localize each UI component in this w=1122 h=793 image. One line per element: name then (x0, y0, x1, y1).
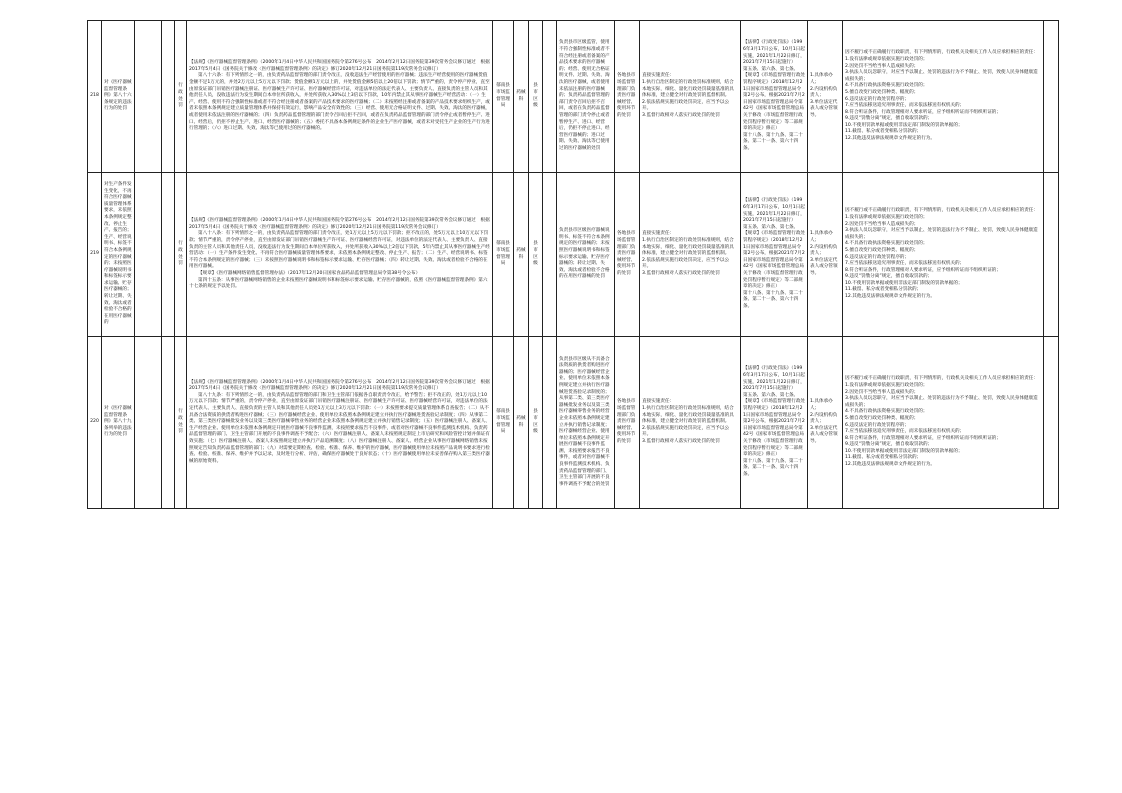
responsibility-subject: 负责县市区级从不具备合法资质的供货者购进医疗器械的；医疗器械经营企业、使用单位未依照本条例规定建立并执行医疗器械进货查验记录制度的；从事第二类、第三类医疗器械批发业务以及第三类医疗器械零售业务的经营企业未依照本条例规定建立并执行销售记录制度；医疗器械经营企业、使用单位未依照本条例规定开展医疗器械不良事件监测，未按照要求报告不良事件，或者对医疗器械不良事件监测技术机构、负责药品监督管理的部门、卫生主管部门开展的不良事件调查不予配合的处罚 (557, 337, 615, 509)
accountable-persons: 1.具体承办人； 2.内设机构负责人； 3.单位法定代表人或分管领导。 (808, 21, 843, 173)
empty-cell (135, 337, 162, 509)
item-number: 218 (88, 21, 102, 173)
basis-paragraph: 【法规】《医疗器械监督管理条例》（2000年1月4日中华人民共和国国务院令第276号公布 2014年2月12日国务院第39次常务会议修订通过 根据2017年5月4日《国务院关于修改〈医疗器械监督管理条例〉的决定》修订2020年12月21日国务院第119次常务会议修订） (189, 60, 490, 72)
accountability-situations: 因不履行或不正确履行行政职责，有下列情形的，行政机关及相关工作人员应承担相应的责任： 1.没有法律或规章依据实施行政处罚的； 2.因处罚不当给当事人造成损失的； 3.执法人员玩忽职守，对应当予以制止、处罚的违法行为不予制止、处罚，致使人民身体健康造成损失的； 4.不具备行政执法资格实施行政处罚的； 5.擅自改变行政处罚种类、幅度的； 6.违反法定的行政处罚程序的； 7.应当依法移送追究刑事责任，而未依法移送有权机关的； 8.符合听证条件，行政管理相对人要求听证，应予组织听证而不组织听证的； 9.违反“罚缴分离”规定，擅自收取罚款的； 10.不使用罚款单据或使用非法定部门制发的罚款单据的； 11.截留、私分或者变相私分罚款的； 12.其他违反法律法规规章文件规定的行为。 (843, 21, 1044, 173)
implementing-agency: 郁南县市场监督管理局 (493, 21, 514, 173)
empty-cell (162, 173, 175, 337)
table-row (88, 21, 1059, 173)
legal-basis (187, 337, 493, 509)
basis-paragraph: 第八十六条：有下列情形之一的，由负责药品监督管理的部门责令改正，没收违法生产经营使用的医疗器械；违法生产经营使用的医疗器械货值金额不足1万元的，并处2万元以上5万元以下罚款；货值金额1万元以上的，并处货值金额5倍以上20倍以下罚款；情节严重的，责令停产停业，直至由原发证部门吊销医疗器械注册证、医疗器械生产许可证、医疗器械经营许可证，对违法单位的法定代表人、主要负责人、直接负责的主管人员和其他责任人员，没收违法行为发生期间自本单位所获收入，并处所获收入30%以上3倍以下罚款，10年内禁止其从事医疗器械生产经营活动：（一）生产、经营、使用不符合强制性标准或者不符合经注册或者备案的产品技术要求的医疗器械；（二）未按照经注册或者备案的产品技术要求组织生产，或者未依照本条例规定建立质量管理体系并保持有效运行，影响产品安全有效性的；（三）经营、使用无合格证明文件、过期、失效、淘汰的医疗器械，或者使用未依法注册的医疗器械的；（四）负责药品监督管理的部门责令召回后拒不召回，或者在负责药品监督管理的部门责令停止或者暂停生产、进口、经营后，仍拒不停止生产、进口、经营医疗器械的；（五）委托不具备本条例规定条件的企业生产医疗器械，或者未对受托生产企业的生产行为进行管理的；（六）进口过期、失效、淘汰等已使用过的医疗器械的。 (189, 73, 490, 132)
accountability-situations: 因不履行或不正确履行行政职责，有下列情形的，行政机关及相关工作人员应承担相应的责任： 1.没有法律或规章依据实施行政处罚的； 2.因处罚不当给当事人造成损失的； 3.执法人员玩忽职守，对应当予以制止、处罚的违法行为不予制止、处罚，致使人民身体健康造成损失的； 4.不具备行政执法资格实施行政处罚的； 5.擅自改变行政处罚种类、幅度的； 6.违反法定的行政处罚程序的； 7.应当依法移送追究刑事责任，而未依法移送有权机关的； 8.符合听证条件，行政管理相对人要求听证，应予组织听证而不组织听证的； 9.违反“罚缴分离”规定，擅自收取罚款的； 10.不使用罚款单据或使用非法定部门制发的罚款单据的； 11.截留、私分或者变相私分罚款的； 12.其他违反法律法规规章文件规定的行为。 (843, 173, 1044, 337)
item-number: 219 (88, 173, 102, 337)
duty-items: 直接实施责任： 1.执行自治区制定的行政处罚标准规则，结合本地实际，细化、量化行政处罚裁量基准的具体标准，建立健全对行政处罚的监督机制。 2.依法依规实施行政处罚决定，应当予以公开。 3.监督行政相对人落实行政处罚的处罚 (640, 337, 741, 509)
item-category: 行政处罚 (175, 337, 187, 509)
table-row (88, 337, 1059, 509)
empty-cell (543, 337, 557, 509)
basis-paragraph: 第八十九条：有下列情形之一的，由负责药品监督管理的部门和卫生主管部门依据各自职责责令改正，给予警告；拒不改正的，处1万元以上10万元以下罚款；情节严重的，责令停产停业，直至由原发证部门吊销医疗器械注册证、医疗器械生产许可证、医疗器械经营许可证，对违法单位的法定代表人、主要负责人、直接负责的主管人员和其他责任人员处1万元以上3万元以下罚款：（一）未按照要求提交质量管理体系自查报告；（二）从不具备合法资质的供货者购进医疗器械；（三）医疗器械经营企业、使用单位未依照本条例规定建立并执行医疗器械进货查验记录制度；（四）从事第二类、第三类医疗器械批发业务以及第三类医疗器械零售业务的经营企业未依照本条例规定建立并执行销售记录制度；（五）医疗器械注册人、备案人、生产经营企业、使用单位未依照本条例规定开展医疗器械不良事件监测，未按照要求报告不良事件，或者对医疗器械不良事件监测技术机构、负责药品监督管理的部门、卫生主管部门开展的不良事件调查不予配合；（六）医疗器械注册人、备案人未按照规定制定上市后研究和风险管控计划并保证有效实施；（七）医疗器械注册人、备案人未按照规定建立并执行产品追溯制度；（八）医疗器械注册人、备案人、经营企业从事医疗器械网络销售未按照规定告知负责药品监督管理的部门；（九）对需要定期检查、检验、校准、保养、维护的医疗器械，医疗器械使用单位未按照产品说明书要求进行检查、检验、校准、保养、维护并予以记录，及时进行分析、评估，确保医疗器械处于良好状态；（十）医疗器械使用单位未妥善保存购入第三类医疗器械的原始资料。 (189, 392, 490, 464)
duty-items: 直接实施责任： 1.执行自治区制定的行政处罚标准规则，结合本地实际，细化、量化行政处罚裁量基准的具体标准，建立健全对行政处罚的监督机制。 2.依法依规实施行政处罚决定，应当予以公开。 3.监督行政相对人落实行政处罚的处罚 (640, 173, 741, 337)
duty-legal-basis: 【法律】《行政处罚法》（1996年3月17日公布，10月1日起实施，2021年1月22日修订，2021年7月15日起施行） 第五条、第六条、第七条。 【规章】《市场监督管理行政处罚程序规定》（2018年12月21日国家市场监督管理总局令第2号公布，根据2021年7月2日国家市场监督管理总局令第42号《国家市场监督管理总局关于修改〈市场监督管理行政处罚程序暂行规定〉等二部规章的决定》修正） 第十八条、第十九条、第二十条、第二十一条、第六十四条。 (741, 21, 808, 173)
basis-paragraph: 【法规】《医疗器械监督管理条例》（2000年1月4日中华人民共和国国务院令第276号公布 2014年2月12日国务院第39次常务会议修订通过 根据2017年5月4日《国务院关于修改〈医疗器械监督管理条例〉的决定》修订2020年12月21日国务院第119次常务会议修订） (189, 379, 490, 392)
item-category: 行政处罚 (175, 21, 187, 173)
item-name: 对生产条件发生变化，不再符合医疗器械质量管理体系要求，未依照本条例规定整改、停止生产、报告的；生产、经营说明书、标签不符合本条例规定的医疗器械的；未按照医疗器械说明书和标签标示要求运输、贮存医疗器械的；转让过期、失效、淘汰或者检验不合格的在用医疗器械的 (102, 173, 135, 337)
empty-cell (543, 173, 557, 337)
implementing-agency: 郁南县市场监督管理局 (493, 337, 514, 509)
implementing-agency: 郁南县市场监督管理局 (493, 173, 514, 337)
exercise-level: 县市区级 (529, 173, 543, 337)
empty-cell (162, 337, 175, 509)
basis-paragraph: 【规章】《医疗器械网络销售监督管理办法》（2017年12月20日国家食品药品监督管理总局令第38号令公布） (198, 270, 421, 276)
item-name: 对《医疗器械监督管理条例》第八十六条规定的违法行为的处罚 (102, 21, 135, 173)
item-name: 对《医疗器械监督管理条例》第八十九条列举的违法行为的处罚 (102, 337, 135, 509)
basis-paragraph: 【法规】《医疗器械监督管理条例》（2000年1月4日中华人民共和国国务院令第276号公布 2014年2月12日国务院第39次常务会议修订通过 根据2017年5月4日《国务院关于修改〈医疗器械监督管理条例〉的决定》修订2020年12月21日国务院第119次常务会议修订） (189, 218, 490, 230)
responsibility-local: 各地县市场监督管理部门负责医疗器械经营、使用环节的处罚 (615, 21, 640, 173)
responsibility-subject: 负责县市区级医疗器械说明书、标签不符合本条例规定的医疗器械的；未按照医疗器械说明书和标签标示要求运输、贮存医疗器械的；转让过期、失效、淘汰或者检验不合格的在用医疗器械的处罚 (557, 173, 615, 337)
exercise-level: 县市区级 (529, 337, 543, 509)
power-list-table (87, 20, 1059, 509)
accountability-situations: 因不履行或不正确履行行政职责，有下列情形的，行政机关及相关工作人员应承担相应的责任： 1.没有法律或规章依据实施行政处罚的； 2.因处罚不当给当事人造成损失的； 3.执法人员玩忽职守，对应当予以制止、处罚的违法行为不予制止、处罚，致使人民身体健康造成损失的； 4.不具备行政执法资格实施行政处罚的； 5.擅自改变行政处罚种类、幅度的； 6.违反法定的行政处罚程序的； 7.应当依法移送追究刑事责任，而未依法移送有权机关的； 8.符合听证条件，行政管理相对人要求听证，应予组织听证而不组织听证的； 9.违反“罚缴分离”规定，擅自收取罚款的； 10.不使用罚款单据或使用非法定部门制发的罚款单据的； 11.截留、私分或者变相私分罚款的； 12.其他违反法律法规规章文件规定的行为。 (843, 337, 1044, 509)
accountable-persons: 1.具体承办人； 2.内设机构负责人； 3.单位法定代表人或分管领导。 (808, 173, 843, 337)
legal-basis (187, 21, 493, 173)
table-row (88, 173, 1059, 337)
item-category: 行政处罚 (175, 173, 187, 337)
empty-cell (1044, 21, 1059, 173)
empty-cell (543, 21, 557, 173)
empty-cell (1044, 173, 1059, 337)
basis-paragraph: 第八十八条：有下列情形之一的，由负责药品监督管理的部门责令改正，处1万元以上5万元以下罚款；拒不改正的，处5万元以上10万元以下罚款；情节严重的，责令停产停业，直至由原发证部门吊销医疗器械生产许可证、医疗器械经营许可证，对违法单位的法定代表人、主要负责人、直接负责的主管人员和其他责任人员，没收违法行为发生期间自本单位所获收入，并处所获收入30%以上2倍以下罚款，5年内禁止其从事医疗器械生产经营活动：（一）生产条件发生变化、不再符合医疗器械质量管理体系要求，未依照本条例规定整改、停止生产、报告；（二）生产、经营说明书、标签不符合本条例规定的医疗器械；（三）未按照医疗器械说明书和标签标示要求运输、贮存医疗器械；（四）转让过期、失效、淘汰或者检验不合格的在用医疗器械。 (189, 231, 490, 270)
responsibility-local: 各地县市场监督管理部门负责医疗器械经营、使用环节的处罚 (615, 337, 640, 509)
legal-basis (187, 173, 493, 337)
empty-cell (162, 21, 175, 173)
responsibility-local: 各地县市场监督管理部门负责医疗器械经营、使用环节的处罚 (615, 173, 640, 337)
empty-cell (1044, 337, 1059, 509)
exercise-level: 县市区级 (529, 21, 543, 173)
responsible-department: 药械科 (514, 173, 529, 337)
responsibility-subject: 负责县市区级监管，使用不符合强制性标准或者不符合经注册或者备案的产品技术要求的医疗器械的；经营、使用无合格证明文件、过期、失效、淘汰的医疗器械，或者使用未依法注册的医疗器械的；负责药品监督管理的部门责令召回后拒不召回，或者在负责药品监督管理的部门责令停止或者暂停生产、进口、经营后，仍拒不停止进口、经营医疗器械的；进口过期、失效、淘汰等已使用过的医疗器械的处罚 (557, 21, 615, 173)
basis-paragraph: 第四十五条：从事医疗器械网络销售的企业未按照医疗器械说明书和标签标示要求运输、贮存医疗器械的，依照《医疗器械监督管理条例》第六十七条的规定予以处罚。 (189, 277, 488, 290)
empty-cell (135, 173, 162, 337)
duty-items: 直接实施责任： 1.执行自治区制定的行政处罚标准规则，结合本地实际，细化、量化行政处罚裁量基准的具体标准，建立健全对行政处罚的监督机制。 2.依法依规实施行政处罚决定，应当予以公开。 3.监督行政相对人落实行政处罚的处罚 (640, 21, 741, 173)
duty-legal-basis: 【法律】《行政处罚法》（1996年3月17日公布，10月1日起实施，2021年1月22日修订，2021年7月15日起施行） 第五条、第六条、第七条。 【规章】《市场监督管理行政处罚程序规定》（2018年12月21日国家市场监督管理总局令第2号公布，根据2021年7月2日国家市场监督管理总局令第42号《国家市场监督管理总局关于修改〈市场监督管理行政处罚程序暂行规定〉等二部规章的决定》修正） 第十八条、第十九条、第二十条、第二十一条、第六十四条。 (741, 337, 808, 509)
duty-legal-basis: 【法律】《行政处罚法》（1996年3月17日公布，10月1日起实施，2021年1月22日修订，2021年7月15日起施行） 第五条、第六条、第七条。 【规章】《市场监督管理行政处罚程序规定》（2018年12月21日国家市场监督管理总局令第2号公布，根据2021年7月2日国家市场监督管理总局令第42号《国家市场监督管理总局关于修改〈市场监督管理行政处罚程序暂行规定〉等二部规章的决定》修正） 第十八条、第十九条、第二十条、第二十一条、第六十四条。 (741, 173, 808, 337)
responsible-department: 药械科 (514, 21, 529, 173)
empty-cell (135, 21, 162, 173)
item-number: 220 (88, 337, 102, 509)
responsible-department: 药械科 (514, 337, 529, 509)
accountable-persons: 1.具体承办人； 2.内设机构负责人； 3.单位法定代表人或分管领导。 (808, 337, 843, 509)
